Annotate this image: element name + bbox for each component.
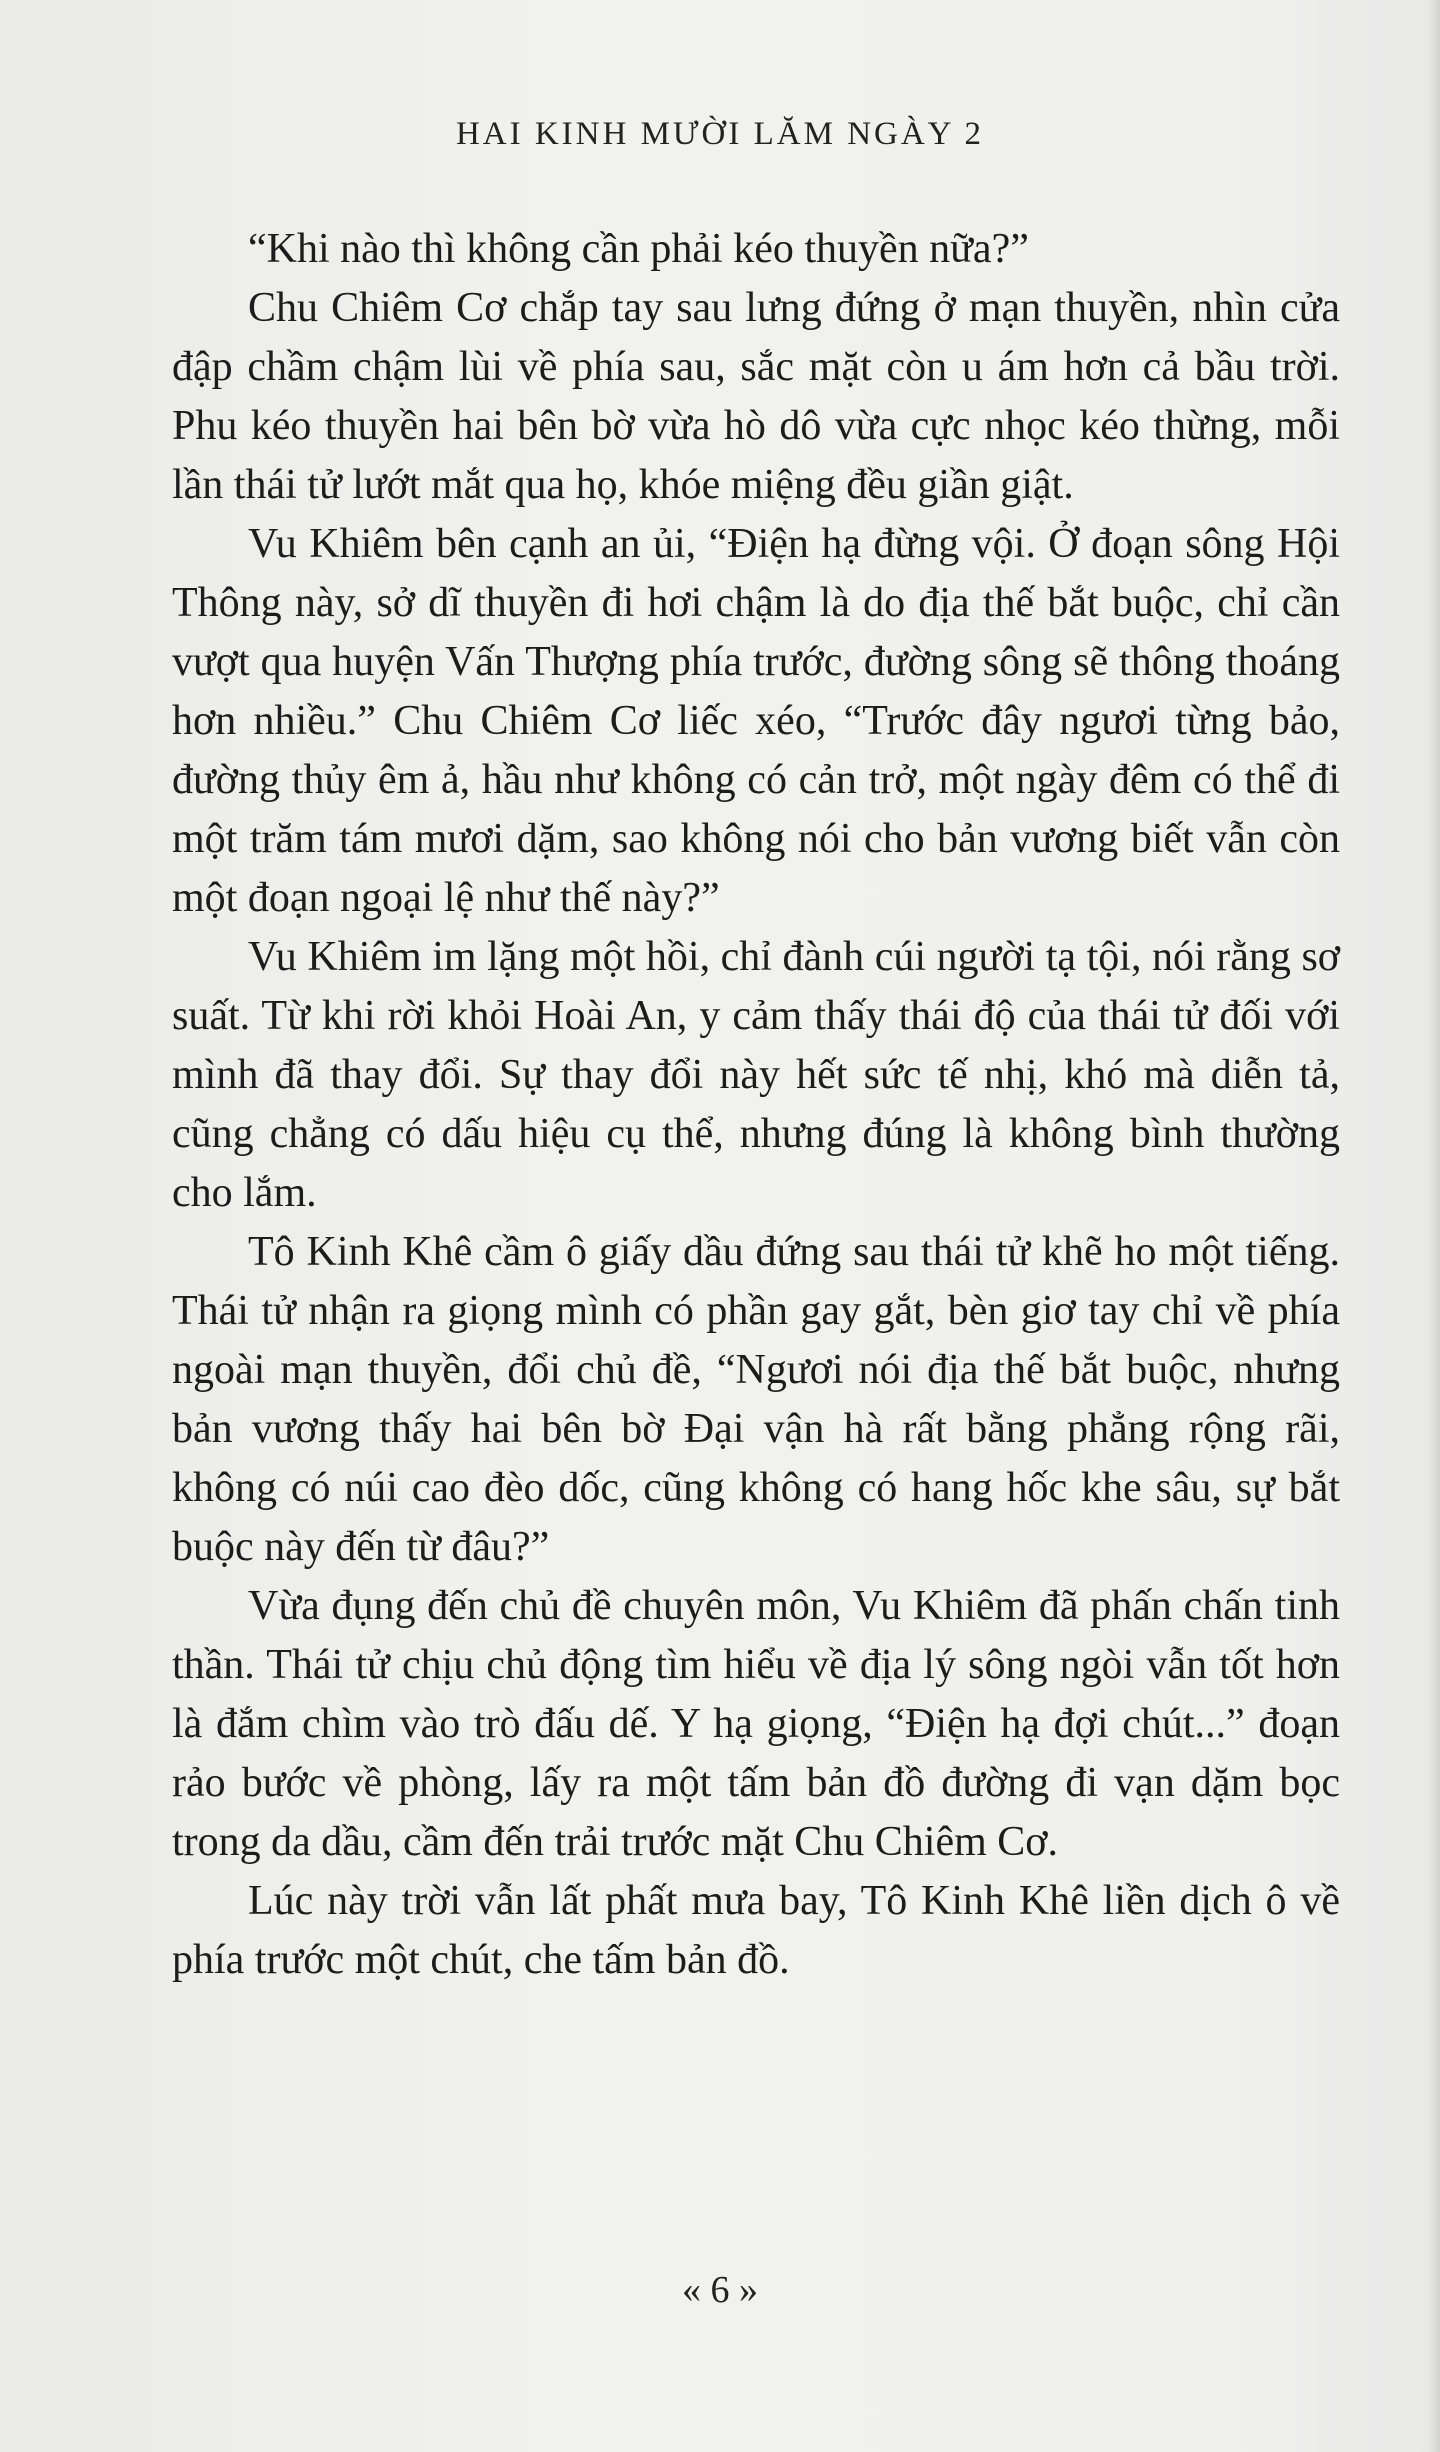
page-number: « 6 » [682, 2269, 758, 2311]
paragraph: Vu Khiêm im lặng một hồi, chỉ đành cúi người tạ tội, nói rằng sơ suất. Từ khi rời khỏi Hoài An, y cảm thấy thái độ của thái tử đối với mình đã thay đổi. Sự thay đổi này hết sức tế nhị, khó mà diễn tả, cũng chẳng có dấu hiệu cụ thể, nhưng đúng là không bình thường cho lắm. [172, 934, 1340, 1216]
running-title: HAI KINH MƯỜI LĂM NGÀY 2 [455, 116, 985, 152]
paragraph: Vu Khiêm bên cạnh an ủi, “Điện hạ đừng vội. Ở đoạn sông Hội Thông này, sở dĩ thuyền đi hơi chậm là do địa thế bắt buộc, chỉ cần vượt qua huyện Vấn Thượng phía trước, đường sông sẽ thông thoáng hơn nhiều.” Chu Chiêm Cơ liếc xéo, “Trước đây ngươi từng bảo, đường thủy êm ả, hầu như không có cản trở, một ngày đêm có thể đi một trăm tám mươi dặm, sao không nói cho bản vương biết vẫn còn một đoạn ngoại lệ như thế này?” [172, 521, 1340, 921]
paragraph: Tô Kinh Khê cầm ô giấy dầu đứng sau thái tử khẽ ho một tiếng. Thái tử nhận ra giọng mình có phần gay gắt, bèn giơ tay chỉ về phía ngoài mạn thuyền, đổi chủ đề, “Ngươi nói địa thế bắt buộc, nhưng bản vương thấy hai bên bờ Đại vận hà rất bằng phẳng rộng rãi, không có núi cao đèo dốc, cũng không có hang hốc khe sâu, sự bắt buộc này đến từ đâu?” [172, 1229, 1340, 1570]
paragraph: Vừa đụng đến chủ đề chuyên môn, Vu Khiêm đã phấn chấn tinh thần. Thái tử chịu chủ động tìm hiểu về địa lý sông ngòi vẫn tốt hơn là đắm chìm vào trò đấu dế. Y hạ giọng, “Điện hạ đợi chút...” đoạn rảo bước về phòng, lấy ra một tấm bản đồ đường đi vạn dặm bọc trong da dầu, cầm đến trải trước mặt Chu Chiêm Cơ. [172, 1583, 1340, 1865]
paragraph: “Khi nào thì không cần phải kéo thuyền nữa?” [248, 226, 1029, 272]
page-edge-shadow [1428, 0, 1440, 2452]
paragraph: Chu Chiêm Cơ chắp tay sau lưng đứng ở mạn thuyền, nhìn cửa đập chầm chậm lùi về phía sau, sắc mặt còn u ám hơn cả bầu trời. Phu kéo thuyền hai bên bờ vừa hò dô vừa cực nhọc kéo thừng, mỗi lần thái tử lướt mắt qua họ, khóe miệng đều giần giật. [172, 285, 1340, 508]
paragraph: Lúc này trời vẫn lất phất mưa bay, Tô Kinh Khê liền dịch ô về phía trước một chút, che tấm bản đồ. [172, 1878, 1340, 1983]
body-text [172, 220, 1340, 1990]
